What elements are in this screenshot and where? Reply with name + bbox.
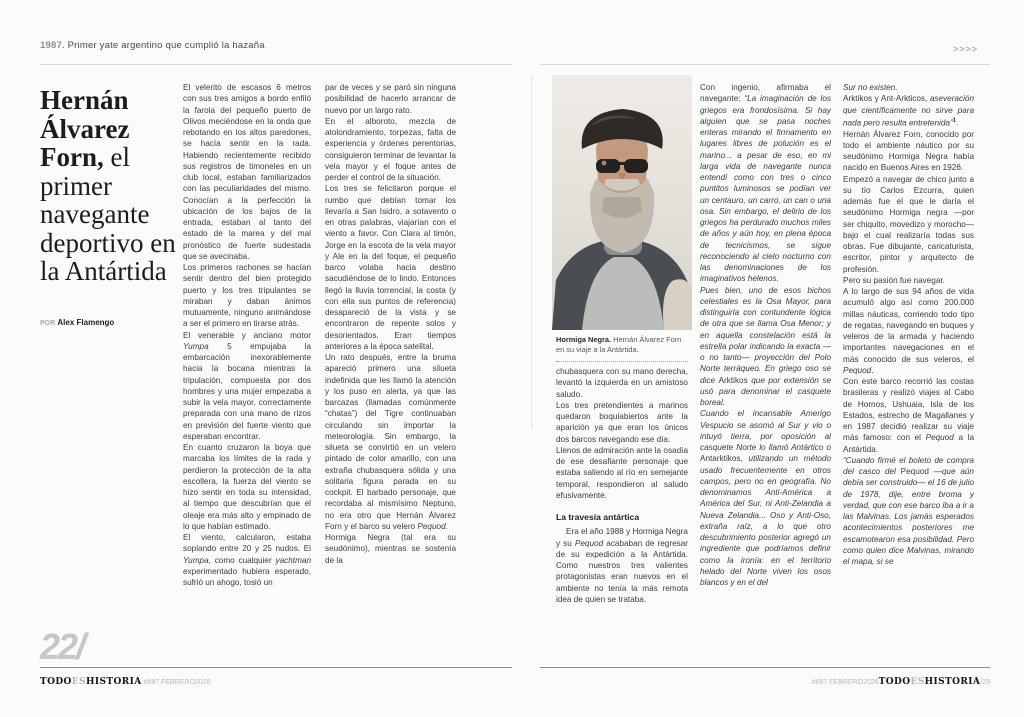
byline-label: POR [40,320,56,327]
paragraph: “Cuando firmé el boleto de compra del casco del Pequod —que aún debía ser construido— el 16 de julio de 1978, dije, entre broma y verdad, que con ese barco iba a ir a las Malvinas. Los jamás esperados acontecimientos posteriores me escamotearon esa posibilidad. Pero como quien dice Malvinas, mirando el mapa, si se [843,455,974,567]
paragraph: Sur no existen. [843,83,898,92]
paragraph: Los tres pretendientes a marinos quedaron boquiabiertos ante la aparición ya que eran los únicos dos barcos navegando ese día. [556,400,688,444]
kicker-year: 1987. [40,40,65,51]
paragraph: Arktikos y Ant-Arkticos, aseveración que científicamente no sirve para nada pero resulta entretenida”$^1$. [843,94,974,128]
paragraph: Pero su pasión fue navegar. [843,275,945,285]
paragraph: El velerito de escasos 6 metros con sus tres amigos a bordo enfiló la farola del pequeño puerto de Olivos meciéndose en la onda que rebotando en los altos paredones, se hacía sentir en la rada. Habiendo recientemente recibido sus registros de timoneles en un club local, estaban familiarizados con las peculiaridades del mismo. Conocían a la perfección la ubicación de los bajos de la entrada, estaban al tanto del estado de la marea y del mal pronóstico de fuerte sudestada que se avecinaba. [183,83,311,261]
right-page-column-3 [843,82,974,672]
paragraph: chubasquera con su mano derecha, levantó la izquierda en un amistoso saludo. [556,367,688,399]
photo-caption-lead: Hormiga Negra. [556,335,612,344]
header-rule-right [540,64,990,65]
portrait-photo [552,75,692,330]
byline [40,318,114,327]
paragraph: Los tres se felicitaron porque el rumbo que debían tomar los llevaría a San Isidro, a sotavento o en otras palabras, viajarían con el viento a favor. Con Clara al timón, Jorge en la escota de la vela mayor y Ale en la del foque, el pequeño barco volaba hacia destino sacudiéndose de lo lindo. Entonces llegó la lluvia torrencial, la costa (y con ella sus puntos de referencia) desapareció de la vista y se encontraron de repente solos y desorientados. Eran tiempos anteriores a la época satelital. [325,184,456,351]
photo-caption-text: Hernán Álvarez Forn en su viaje a la Antártida. [556,335,682,354]
footer-rule-left [40,667,512,668]
paragraph: Cuando el incansable Amerigo Vespucio se asomó al Sur y vio o intuyó tierra, por oposición al casquete Norte lo llamó Antártico o Antarktikos, utilizando un método usado frecuentemente en otros campos, pero no en geografía. No denominamos Anti-América a América del Sur, ni Anti-Zelandia a Nueva Zelandia... Oso y Anti-Oso, extraña raíz, a lo que otro descubrimiento posterior agregó un ingrediente que podríamos definir como la ironía: en el territorio helado del Norte viven los osos blancos y en el del [700,409,831,587]
paragraph: Empezó a navegar de chico junto a su tío Carlos Ezcurra, quien además fue el que le daría el seudónimo Hormiga negra —por ser chiquito, movedizo y morocho— bajo el cual realizaría todas sus obras. Fue dibujante, caricaturista, escritor, pintor y arquitecto de profesión. [843,174,974,274]
paragraph: El venerable y anciano motor Yumpa 5 empujaba la embarcación inexorablemente hacia la bocana mientras la tripulación, compuesta por dos hombres y una mujer empezaba a subir la vela mayor, correctamente preparada con una mano de rizos en previsión del fuerte viento que esperaban encontrar. [183,330,311,441]
magazine-logo: TODOESHISTORIA [40,677,142,687]
footer-right [540,677,990,687]
issue-meta: #697.FEBRERO2026 [811,679,879,686]
magazine-logo: TODOESHISTORIA [878,677,981,687]
article-title-name: Hernán Álvarez Forn, [40,85,130,172]
paragraph: Con este barco recorrió las costas brasileras y realizó viajes al Cabo de Hornos, Ushuaia, Isla de los Estados, estrecho de Magallanes y en 1987 decidió realizar su viaje más famoso: con el Pequod a la Antártida. [843,377,974,454]
right-page-column-1 [556,366,688,666]
paragraph: par de veces y se paró sin ninguna posibilidad de hacerlo arrancar de nuevo por un largo rato. [325,83,456,115]
issue-meta: #697.FEBRERO2026 [143,679,211,686]
paragraph: Era el año 1988 y Hormiga Negra y su Pequod acababan de regresar de su expedición a la Antártida. Como nuestros tres valientes protagonistas eran nuevos en el ambiente no tenía la más remota idea de quien se trataba. [556,527,688,604]
kicker [40,40,265,51]
header-rule-left [40,64,512,65]
footer-left [40,677,210,687]
paragraph: Con ingenio, afirmaba el navegante: “La imaginación de los griegos era frondosísima. Si hay alguien que se pasa noches enteras mirando el firmamento en lugares libres de polución es el marino... a pesar de eso, en mi larga vida de navegante nunca entendí como con tres o cinco puntitos luminosos se podían ver un centauro, un carro, un can o una osa. Sin embargo, el delirio de los griegos ha perdurado muchos miles de años y aún hoy, en plena época de tecnicismos, se sigue reconociendo al cielo nocturno con las denominaciones de los imaginativos helenos. [700,83,831,284]
paragraph: El viento, calcularon, estaba soplando entre 20 y 25 nudos. El Yumpa, como cualquier yachtman experimentado hubiera esperado, sufrió un ahogo, tosió un [183,533,311,587]
byline-author: Alex Flamengo [57,318,115,327]
footer-rule-right [540,667,990,668]
paragraph: En el alboroto, mezcla de atolondramiento, torpezas, falta de experiencia y órdenes perentorias, consiguieron terminar de levantar la vela mayor y el foque antes de perder el control de la situación. [325,116,456,182]
paragraph: En cuanto cruzaron la boya que marcaba los límites de la rada y perdieron la protección de la alta escollera, la fuerza del viento se hizo sentir en toda su intensidad, al tiempo que descubrían que el oleaje era más alto y empinado de lo que habían estimado. [183,443,311,531]
page-fold-rule [531,75,532,427]
paragraph: Llenos de admiración ante la osadía de ese desafiante personaje que estaba saliendo al río en semejante temporal, respondieron al saludo efusivamente. [556,445,688,500]
photo-caption [556,335,688,362]
left-page-column-2 [325,82,456,672]
right-page-column-2 [700,82,831,672]
forward-arrows-icon: >>>> [953,44,979,54]
article-title-subtitle: el primer navegante deportivo en la Antártida [40,142,176,286]
kicker-title: Primer yate argentino que cumplió la hazaña [67,40,265,51]
paragraph: Pues bien, uno de esos bichos celestiales es la Osa Mayor, para distinguirla con contundente lógica de otra que se llama Osa Menor; y en aquella constelación está la estrella polar indicando la exacta —o no tanto— proyección del Polo Norte terráqueo. En griego oso se dice Arktikos que por extensión se usó para denominar el casquete boreal. [700,285,831,407]
paragraph: Un rato después, entre la bruma apareció primero una silueta indefinida que les llamó la atención y los puso en alerta, ya que las barcazas (llamadas comúnmente “chatas”) del Tigre continuaban circulando sin importar la meteorología. Sin embargo, la silueta se convirtió en un velero pintado de color amarillo, con una extraña chubasquera sólida y una solitaria figura parada en su cockpit. El barbado personaje, que recordaba al mismísimo Neptuno, no era otro que Hernán Álvarez Forn y el barco su velero Pequod. [325,353,456,531]
section-heading: La travesía antártica [556,512,640,522]
page-number-right: /23 [980,679,990,686]
left-page-column-1 [183,82,311,672]
paragraph: Hormiga Negra (tal era su seudónimo), mientras se sostenía de la [325,533,456,565]
paragraph: Los primeros rachones se hacían sentir dentro del bien protegido puerto y los tres tripulantes se miraban y daban ánimos mutuamente, ninguno animándose a ser el primero en tirarse atrás. [183,263,311,329]
portrait-photo-illustration [552,75,692,330]
paragraph: Hernán Álvarez Forn, conocido por todo el ambiente náutico por su seudónimo Hormiga Negra había nacido en Buenos Aires en 1926. [843,129,974,173]
article-title [40,86,192,286]
paragraph: A lo largo de sus 94 años de vida acumuló algo así como 200.000 millas náuticas, corriendo todo tipo de regatas, navegando en buques y veleros de la armada y haciendo importantes navegaciones en el más conocido de sus veleros, el Pequod. [843,287,974,375]
page-number-left: 22/ [40,626,85,667]
